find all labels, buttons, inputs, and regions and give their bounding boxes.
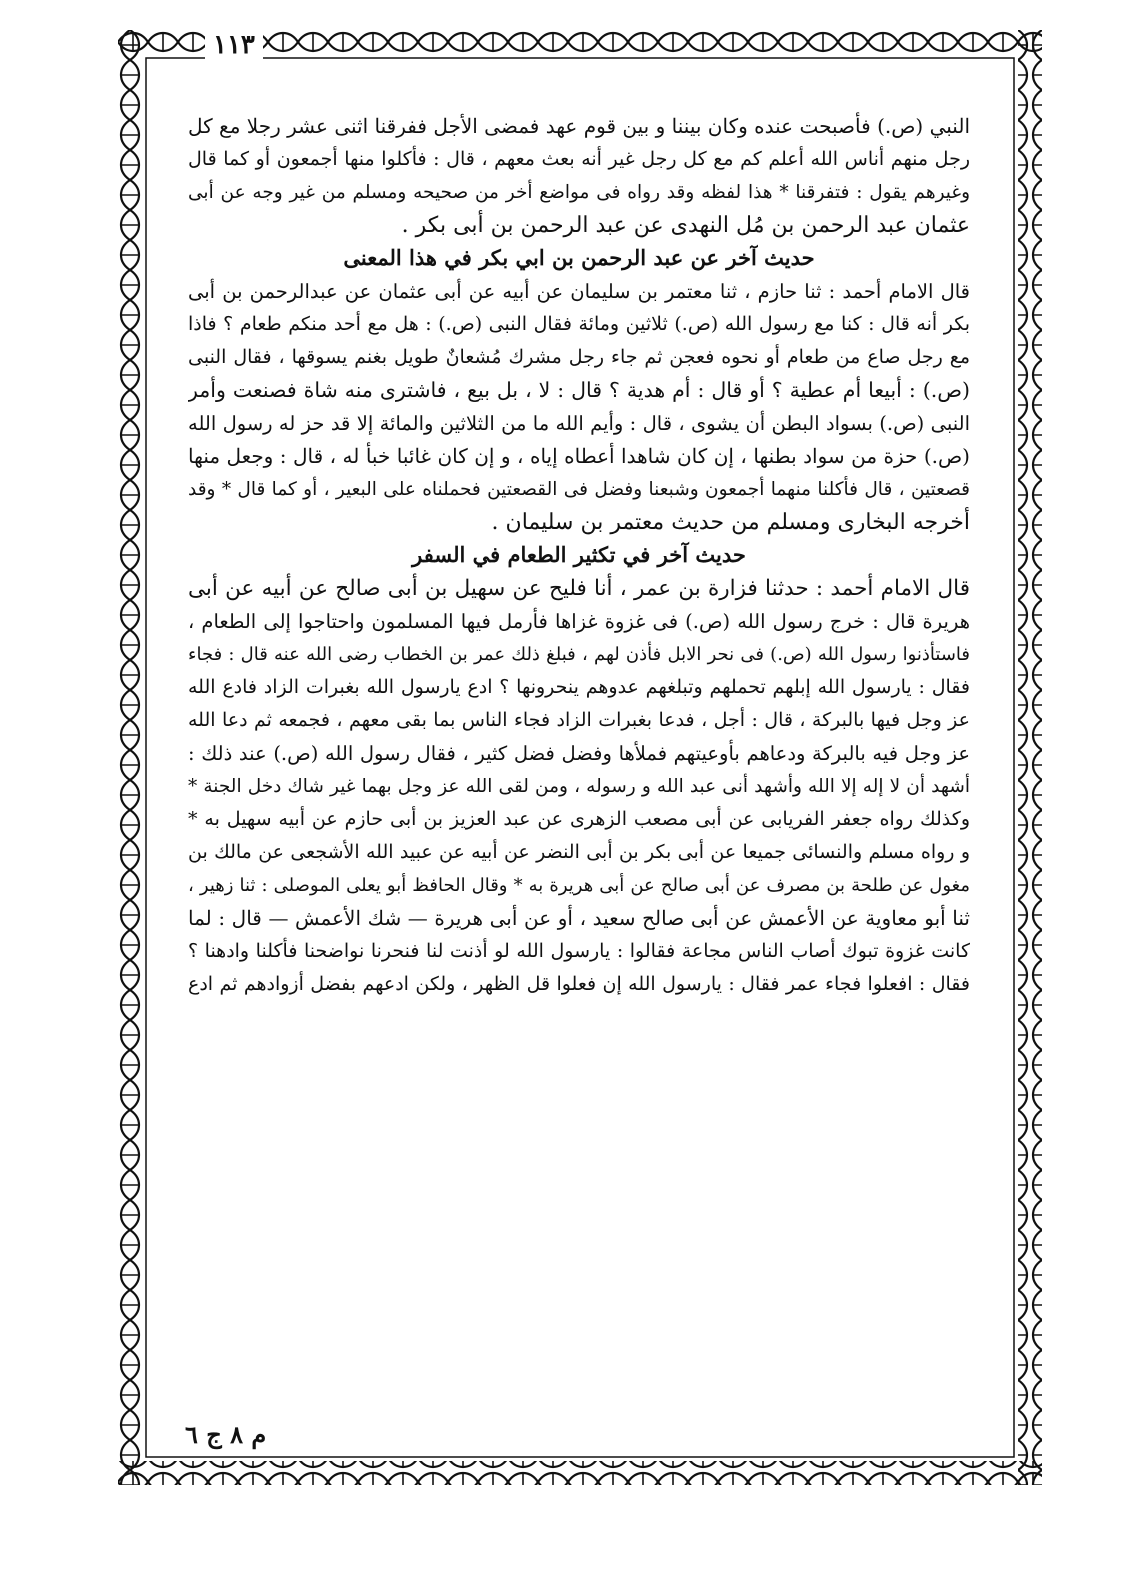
- text-line: هريرة قال : خرج رسول الله (ص.) فى غزوة غزاها فأرمل فيها المسلمون واحتاجوا إلى الطعام ،: [188, 610, 970, 633]
- text-line: النبى (ص.) بسواد البطن أن يشوى ، قال : وأيم الله ما من الثلاثين والمائة إلا قد حز له رسول الله: [188, 412, 970, 435]
- text-line: وكذلك رواه جعفر الفريابى عن أبى مصعب الزهرى عن عبد العزيز بن أبى حازم عن أبيه سهيل به *: [188, 808, 970, 830]
- text-line: فقال : يارسول الله إبلهم تحملهم وتبلغهم عدوهم ينحرونها ؟ ادع يارسول الله بغبرات الزاد فادع الله: [188, 676, 970, 698]
- text-line: وغيرهم يقول : فتفرقنا * هذا لفظه وقد رواه فى مواضع أخر من صحيحه ومسلم من غير وجه عن أبى: [188, 182, 970, 203]
- section-heading: حديث آخر في تكثير الطعام في السفر: [412, 542, 746, 567]
- text-line: بكر أنه قال : كنا مع رسول الله (ص.) ثلاثين ومائة فقال النبى (ص.) : هل مع أحد منكم طعام ؟ فاذا: [188, 313, 970, 335]
- text-line: قال الامام أحمد : حدثنا فزارة بن عمر ، أنا فليح عن سهيل بن أبى صالح عن أبيه عن أبى: [188, 576, 970, 601]
- text-line: قال الامام أحمد : ثنا حازم ، ثنا معتمر بن سليمان عن أبيه عن أبى عثمان عن عبدالرحمن بن أبى: [188, 280, 970, 303]
- text-line: أخرجه البخارى ومسلم من حديث معتمر بن سليمان .: [491, 510, 970, 535]
- text-line: رجل منهم أناس الله أعلم كم مع كل رجل غير أنه بعث معهم ، قال : فأكلوا منها أجمعون أو كما قال: [188, 148, 970, 170]
- text-line: فاستأذنوا رسول الله (ص.) فى نحر الابل فأذن لهم ، فبلغ ذلك عمر بن الخطاب رضى الله عنه قال : فجاء: [188, 644, 970, 665]
- text-line: عز وجل فيه بالبركة ودعاهم بأوعيتهم فملأها وفضل فضل كثير ، فقال رسول الله (ص.) عند ذلك :: [188, 742, 970, 765]
- text-line: (ص.) حزة من سواد بطنها ، إن كان شاهدا أعطاه إياه ، و إن كان غائبا خبأ له ، قال : وجعل منها: [188, 444, 970, 468]
- document-body: [188, 110, 970, 1001]
- text-line: مع رجل صاع من طعام أو نحوه فعجن ثم جاء رجل مشرك مُشعانٌ طويل بغنم يسوقها ، فقال النبى: [188, 346, 970, 368]
- text-line: أشهد أن لا إله إلا الله وأشهد أنى عبد الله و رسوله ، ومن لقى الله عز وجل بهما غير شاك دخل الجنة *: [188, 776, 970, 797]
- text-line: كانت غزوة تبوك أصاب الناس مجاعة فقالوا : يارسول الله لو أذنت لنا فنحرنا نواضحنا فأكلنا وادهنا ؟: [188, 940, 970, 962]
- text-line: قصعتين ، قال فأكلنا منهما أجمعون وشبعنا وفضل فى القصعتين فحملناه على البعير ، أو كما قال * وقد: [188, 479, 970, 500]
- footer-signature: م ٨ ج ٦: [185, 1420, 267, 1449]
- text-line: النبي (ص.) فأصبحت عنده وكان بيننا و بين قوم عهد فمضى الأجل ففرقنا اثنى عشر رجلا مع كل: [188, 114, 970, 138]
- text-line: مغول عن طلحة بن مصرف عن أبى صالح عن أبى هريرة به * وقال الحافظ أبو يعلى الموصلى : ثنا زهير ،: [188, 875, 970, 896]
- section-heading: حديث آخر عن عبد الرحمن بن ابي بكر في هذا المعنى: [343, 245, 815, 270]
- text-line: فقال : افعلوا فجاء عمر فقال : يارسول الله إن فعلوا قل الظهر ، ولكن ادعهم بفضل أزوادهم ثم ادع: [188, 973, 970, 995]
- text-line: ثنا أبو معاوية عن الأعمش عن أبى صالح سعيد ، أو عن أبى هريرة — شك الأعمش — قال : لما: [188, 906, 970, 930]
- text-line: (ص.) : أبيعا أم عطية ؟ أو قال : أم هدية ؟ قال : لا ، بل بيع ، فاشترى منه شاة فصنعت وأمر: [188, 378, 970, 402]
- text-line: عثمان عبد الرحمن بن مُل النهدى عن عبد الرحمن بن أبى بكر .: [401, 213, 970, 238]
- page-number: ١١٣: [205, 28, 263, 62]
- text-line: و رواه مسلم والنسائى جميعا عن أبى بكر بن أبى النضر عن أبيه عن عبيد الله الأشجعى عن مالك بن: [188, 841, 970, 863]
- text-line: عز وجل فيها بالبركة ، قال : أجل ، فدعا بغبرات الزاد فجاء الناس بما بقى معهم ، فجمعه ثم دعا الله: [188, 709, 970, 731]
